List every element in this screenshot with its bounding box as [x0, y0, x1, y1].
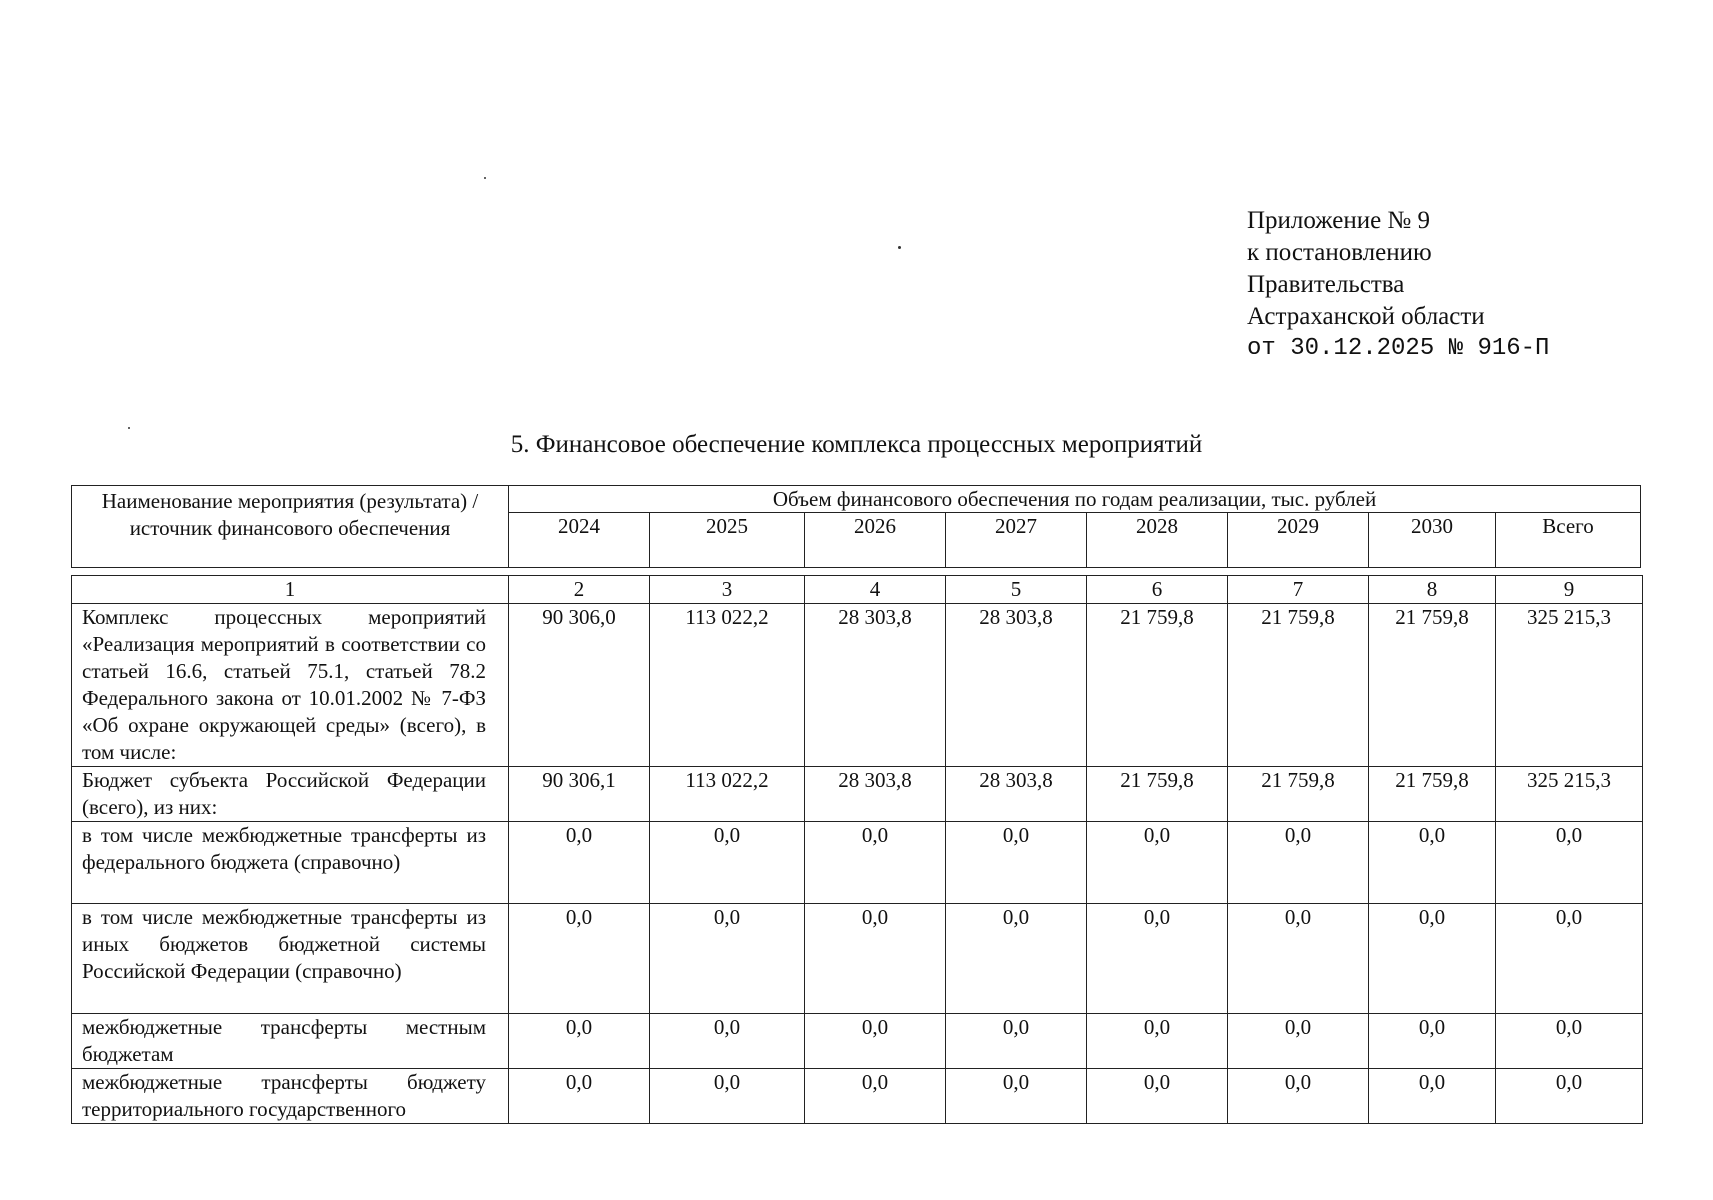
value-cell: 0,0 — [805, 1014, 946, 1069]
column-number-cell: 5 — [946, 576, 1087, 604]
funding-group-header: Объем финансового обеспечения по годам реализации, тыс. рублей — [509, 486, 1641, 513]
value-cell: 113 022,2 — [650, 767, 805, 822]
value-cell: 0,0 — [650, 1069, 805, 1124]
column-number-cell: 1 — [72, 576, 509, 604]
value-cell: 28 303,8 — [946, 604, 1087, 767]
value-cell: 21 759,8 — [1228, 767, 1369, 822]
year-column-header: 2030 — [1369, 513, 1496, 568]
value-cell: 21 759,8 — [1087, 767, 1228, 822]
value-cell: 0,0 — [1369, 904, 1496, 1014]
row-name-cell: межбюджетные трансферты местным бюджетам — [72, 1014, 509, 1069]
scan-speck — [898, 246, 901, 249]
appendix-line-resolution: к постановлению — [1247, 239, 1432, 266]
year-column-header: 2026 — [805, 513, 946, 568]
value-cell: 0,0 — [509, 1014, 650, 1069]
value-cell: 0,0 — [650, 904, 805, 1014]
value-cell: 325 215,3 — [1496, 604, 1643, 767]
value-cell: 21 759,8 — [1369, 604, 1496, 767]
value-cell: 0,0 — [1228, 904, 1369, 1014]
value-cell: 0,0 — [946, 1014, 1087, 1069]
value-cell: 0,0 — [946, 822, 1087, 904]
value-cell: 0,0 — [1369, 1069, 1496, 1124]
value-cell: 0,0 — [946, 1069, 1087, 1124]
table-row — [72, 1014, 1643, 1069]
value-cell: 0,0 — [1087, 1014, 1228, 1069]
value-cell: 0,0 — [509, 1069, 650, 1124]
column-number-cell: 6 — [1087, 576, 1228, 604]
year-column-header: 2028 — [1087, 513, 1228, 568]
value-cell: 325 215,3 — [1496, 767, 1643, 822]
year-column-header: 2024 — [509, 513, 650, 568]
row-name-cell: Бюджет субъекта Российской Федерации (всего), из них: — [72, 767, 509, 822]
value-cell: 0,0 — [650, 822, 805, 904]
value-cell: 0,0 — [1228, 1014, 1369, 1069]
value-cell: 28 303,8 — [946, 767, 1087, 822]
value-cell: 90 306,1 — [509, 767, 650, 822]
value-cell: 0,0 — [509, 822, 650, 904]
row-name-cell: в том числе межбюджетные трансферты из иных бюджетов бюджетной системы Российской Федерации (справочно) — [72, 904, 509, 1014]
value-cell: 0,0 — [1496, 822, 1643, 904]
table-row — [72, 904, 1643, 1014]
value-cell: 0,0 — [805, 904, 946, 1014]
appendix-line-region: Астраханской области — [1247, 303, 1485, 330]
value-cell: 0,0 — [1369, 1014, 1496, 1069]
value-cell: 0,0 — [1087, 822, 1228, 904]
value-cell: 28 303,8 — [805, 604, 946, 767]
table-header — [71, 485, 1641, 568]
scan-speck — [484, 177, 486, 179]
value-cell: 0,0 — [650, 1014, 805, 1069]
row-name-cell: в том числе межбюджетные трансферты из федерального бюджета (справочно) — [72, 822, 509, 904]
value-cell: 0,0 — [1087, 1069, 1228, 1124]
year-column-header: Всего — [1496, 513, 1641, 568]
section-title: 5. Финансовое обеспечение комплекса процессных мероприятий — [510, 431, 1203, 458]
value-cell: 0,0 — [1228, 1069, 1369, 1124]
row-name-cell: межбюджетные трансферты бюджету территориального государственного — [72, 1069, 509, 1124]
table-row — [72, 604, 1643, 767]
column-number-cell: 3 — [650, 576, 805, 604]
column-number-cell: 9 — [1496, 576, 1643, 604]
value-cell: 0,0 — [1496, 1014, 1643, 1069]
value-cell: 0,0 — [1496, 904, 1643, 1014]
appendix-date-number: от 30.12.2025 № 916-П — [1247, 335, 1550, 362]
value-cell: 0,0 — [1369, 822, 1496, 904]
column-number-cell: 7 — [1228, 576, 1369, 604]
value-cell: 21 759,8 — [1087, 604, 1228, 767]
column-number-cell: 2 — [509, 576, 650, 604]
table-row — [72, 767, 1643, 822]
value-cell: 0,0 — [946, 904, 1087, 1014]
value-cell: 21 759,8 — [1228, 604, 1369, 767]
value-cell: 28 303,8 — [805, 767, 946, 822]
table-row — [72, 1069, 1643, 1124]
value-cell: 0,0 — [1228, 822, 1369, 904]
value-cell: 0,0 — [1496, 1069, 1643, 1124]
appendix-reference — [1247, 205, 1549, 365]
year-column-header: 2027 — [946, 513, 1087, 568]
column-number-cell: 8 — [1369, 576, 1496, 604]
value-cell: 90 306,0 — [509, 604, 650, 767]
value-cell: 0,0 — [805, 822, 946, 904]
table-row — [72, 822, 1643, 904]
funding-table — [71, 575, 1643, 1124]
appendix-line-government: Правительства — [1247, 271, 1405, 298]
appendix-number: Приложение № 9 — [1247, 207, 1431, 234]
row-name-cell: Комплекс процессных мероприятий «Реализация мероприятий в соответствии со статьей 16.6, статьей 75.1, статьей 78.2 Федерального закона от 10.01.2002 № 7-ФЗ «Об охране окружающей среды» (всего), в том числе: — [72, 604, 509, 767]
name-column-header: Наименование мероприятия (результата) / источник финансового обеспечения — [72, 486, 509, 568]
value-cell: 0,0 — [509, 904, 650, 1014]
value-cell: 0,0 — [805, 1069, 946, 1124]
column-number-cell: 4 — [805, 576, 946, 604]
year-column-header: 2025 — [650, 513, 805, 568]
value-cell: 0,0 — [1087, 904, 1228, 1014]
value-cell: 113 022,2 — [650, 604, 805, 767]
year-column-header: 2029 — [1228, 513, 1369, 568]
column-number-row — [72, 576, 1643, 604]
value-cell: 21 759,8 — [1369, 767, 1496, 822]
